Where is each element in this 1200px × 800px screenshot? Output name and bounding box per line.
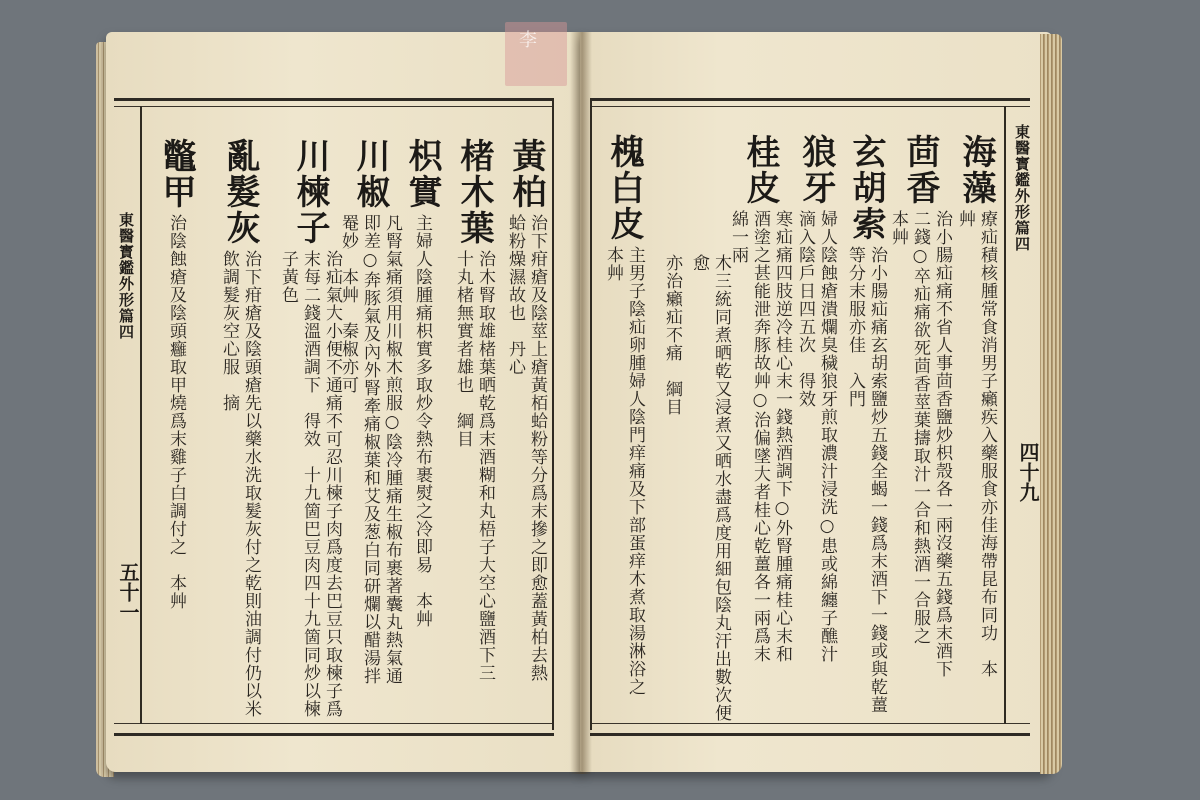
entry-column [452, 138, 496, 690]
left-margin-title: 東醫寳鑑外形篇四 [117, 212, 135, 340]
entry-column [888, 134, 952, 680]
entry-text: 治小腸疝痛玄胡索鹽炒五錢全蝎一錢爲末酒下一錢或與乾薑等分末服亦佳 入門 [845, 246, 887, 714]
entry-heading: 枳實 [402, 138, 442, 210]
continuation-column [689, 254, 731, 724]
entry-heading: 川椒 [350, 138, 390, 210]
entry-text: 婦人陰蝕瘡潰爛臭穢狼牙煎取濃汁浸洗○患或綿纏子醮汁滴入陰戶日四五次 得效 [795, 210, 837, 663]
entry-text: 主男子陰疝卵腫婦人陰門痒痛及下部蛋痒木煮取湯淋浴之 本艸 [603, 246, 645, 714]
entry-heading: 川楝子 [290, 138, 330, 246]
entry-column [400, 138, 444, 628]
entry-text: 治陰蝕瘡及陰頭癰取甲燒爲末雞子白調付之 本艸 [166, 214, 186, 610]
entry-column [208, 138, 272, 720]
right-inner-rule [590, 98, 592, 730]
right-margin-rule [1004, 106, 1006, 724]
right-margin-title: 東醫寳鑑外形篇四 [1013, 124, 1031, 252]
left-folio: 五十一 [116, 562, 140, 622]
entry-text: 木三統同煮晒乾又浸煮又晒水盡爲度用細包陰丸汗出數次便愈 [689, 254, 731, 722]
open-book [96, 22, 1062, 780]
entry-text: 治疝氣大小便不通痛不可忍川楝子肉爲度去巴豆只取楝子爲末每二錢溫酒調下 得效 十九箇巴豆肉四十九箇同炒以楝子黃色 [278, 250, 342, 718]
entry-text: 寒疝痛四肢逆冷桂心末一錢熱酒調下○外腎腫痛桂心末和酒塗之甚能泄奔豚故艸○治偏墜大者桂心乾薑各一兩爲末綿一兩 [728, 210, 792, 663]
entry-column [844, 134, 888, 726]
entry-column [596, 134, 652, 716]
entry-heading: 桂皮 [740, 134, 780, 206]
entry-text: 治下疳瘡及陰頭瘡先以藥水洗取髮灰付之乾則油調付仍以米飲調髮灰空心服 摘 [219, 250, 261, 718]
entry-column [728, 134, 792, 680]
entry-column [148, 138, 204, 610]
entry-text: 治木腎取雄楮葉晒乾爲末酒糊和丸梧子大空心鹽酒下三十丸楮無實者雄也 綱目 [453, 250, 495, 682]
entry-text: 治下疳瘡及陰莖上瘡黃栢蛤粉等分爲末摻之即愈蓋黃柏去熱蛤粉燥濕故也 丹心 [505, 214, 547, 682]
book-gutter [570, 32, 592, 774]
entry-heading: 狼牙 [796, 134, 836, 206]
entry-heading: 楮木葉 [454, 138, 494, 246]
entry-heading: 鼈甲 [156, 138, 196, 210]
entry-heading: 海藻 [956, 134, 996, 206]
entry-column [792, 134, 840, 680]
entry-heading: 玄胡索 [846, 134, 886, 242]
left-inner-rule [552, 98, 554, 730]
right-folio: 四十九 [1016, 442, 1040, 502]
entry-heading: 黃柏 [506, 138, 546, 210]
entry-text: 凡腎氣痛須用川椒木煎服○陰冷腫痛生椒布裹著囊丸熱氣通即差○奔豚氣及內外腎牽痛椒葉和艾及葱白同研爛以醋湯拌罨妙 本艸 秦椒亦可 [338, 214, 402, 685]
page-edge-right [1040, 34, 1062, 774]
seal-stamp: 李 [505, 22, 567, 86]
entry-heading: 槐白皮 [604, 134, 644, 242]
left-margin-rule [140, 106, 142, 724]
entry-column [952, 134, 1000, 680]
entry-column [338, 138, 402, 694]
entry-text: 主婦人陰腫痛枳實多取炒令熱布裹熨之冷即易 本艸 [412, 214, 432, 628]
entry-text: 治小腸疝痛不省人事茴香鹽炒枳殼各一兩沒藥五錢爲末酒下二錢○卒疝痛欲死茴香莖葉擣取汁一合和熱酒一合服之 本艸 [888, 210, 952, 678]
continuation-column [656, 254, 688, 416]
entry-text: 療疝積核腫常食消男子癩疾入藥服食亦佳海帶昆布同功 本艸 [955, 210, 997, 678]
entry-text: 亦治癩疝不痛 綱目 [662, 254, 682, 416]
entry-column [504, 138, 548, 684]
entry-heading: 亂髮灰 [220, 138, 260, 246]
entry-heading: 茴香 [900, 134, 940, 206]
entry-column [280, 138, 340, 720]
